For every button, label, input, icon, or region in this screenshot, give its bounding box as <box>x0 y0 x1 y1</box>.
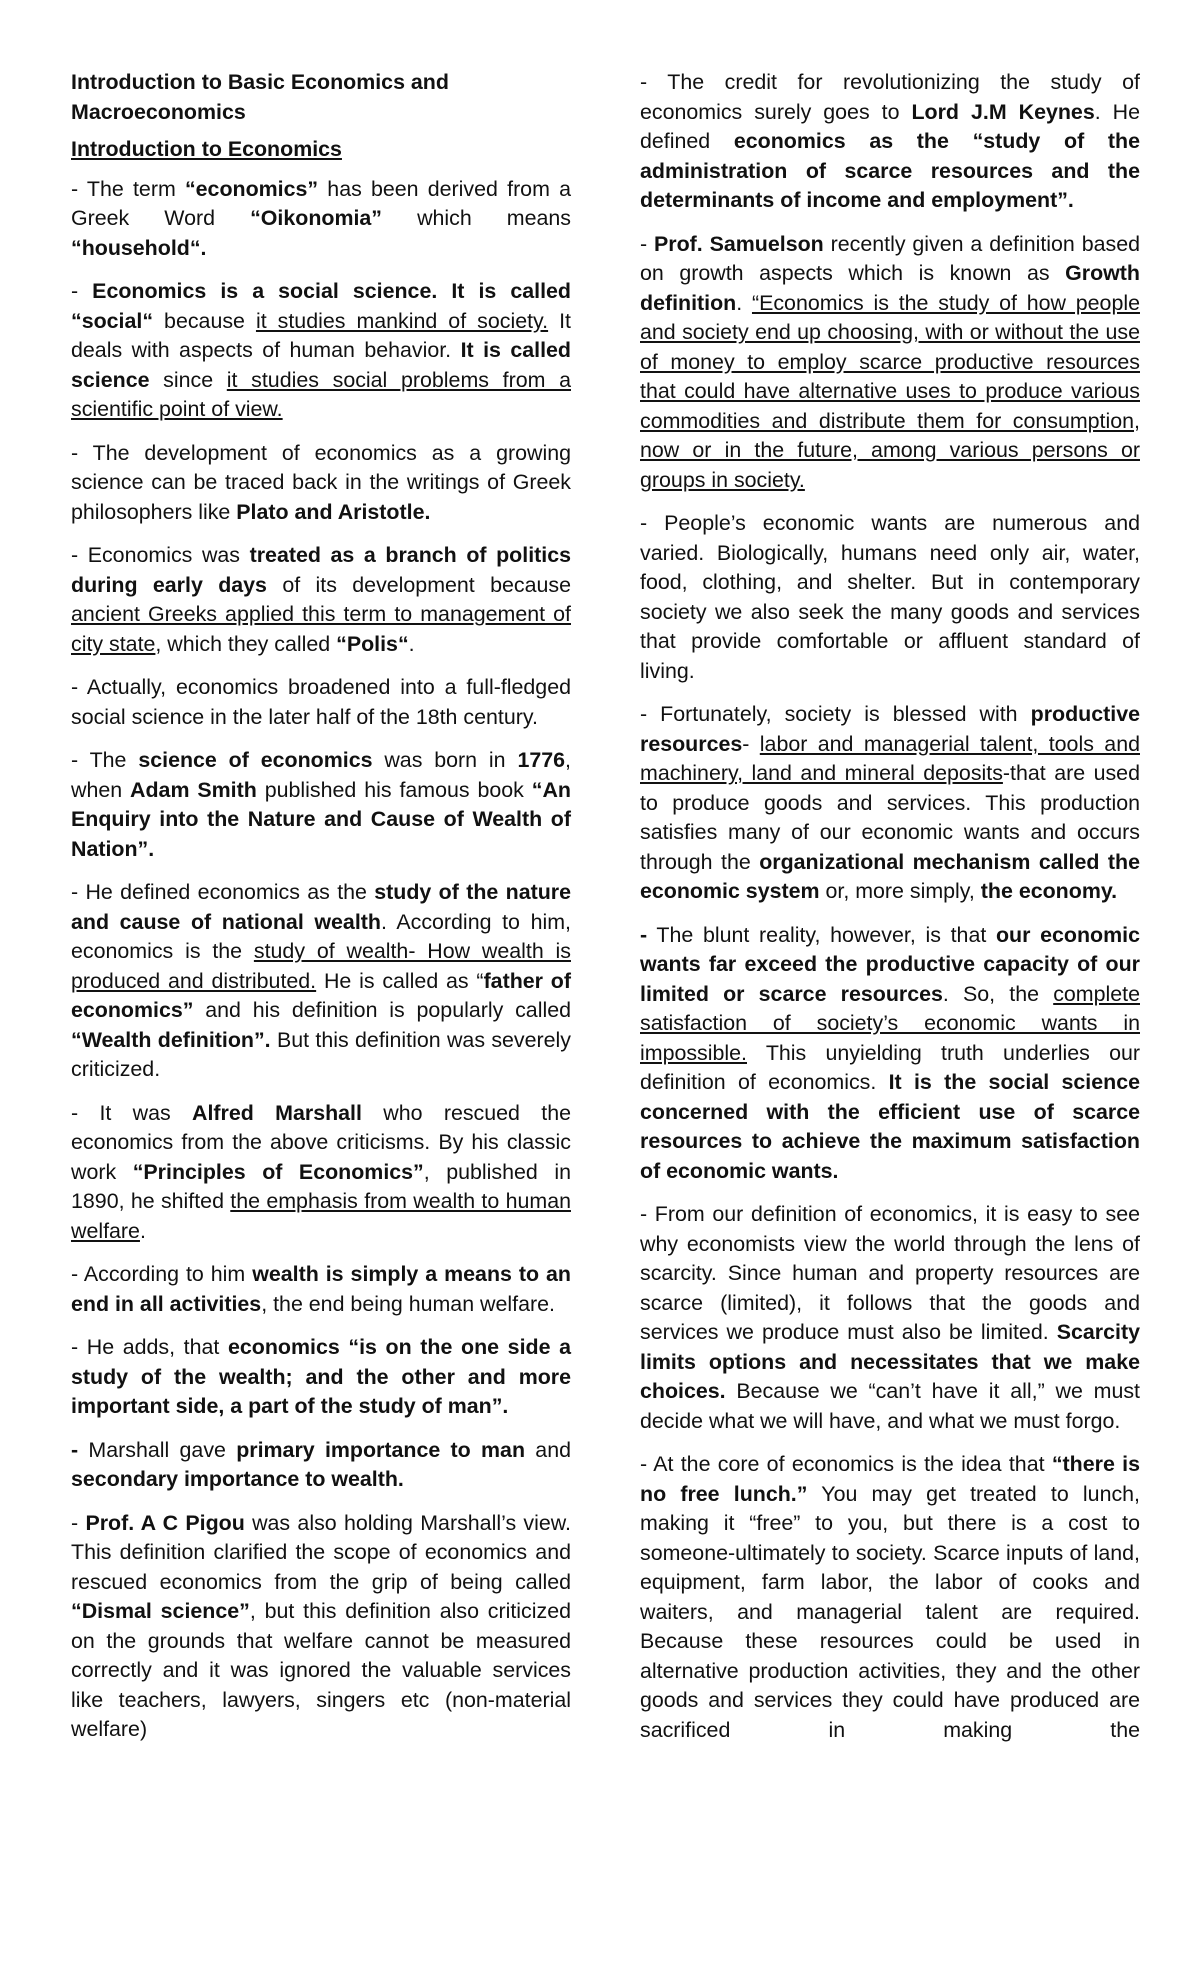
underlined-text: it studies mankind of society. <box>255 308 549 333</box>
text-run: - At the core of economics is the idea that <box>640 1452 1052 1476</box>
bold-text: - <box>640 922 648 947</box>
text-run: But this definition was severely criticized. <box>71 1027 571 1081</box>
bold-text: science of economics <box>138 748 373 772</box>
text-run: has been derived from a Greek Word <box>71 176 571 230</box>
text-run: - <box>71 279 93 303</box>
paragraph <box>71 1509 571 1745</box>
bold-text: It is called science <box>71 338 571 392</box>
right-column <box>640 68 1140 1759</box>
bold-text: Scarcity limits options and necessitates that we make choices. <box>640 1320 1140 1403</box>
text-run: who rescued the economics from the above criticisms. By his classic work <box>71 1100 572 1184</box>
paragraph <box>71 439 571 528</box>
text-run: , the end being human welfare. <box>261 1291 555 1316</box>
text-run: - <box>640 231 655 256</box>
text-run: , which they called <box>155 631 337 656</box>
text-run: - It was <box>71 1100 193 1125</box>
text-run: - He adds, that <box>71 1335 228 1359</box>
bold-text: father of economics” <box>71 968 571 1022</box>
text-run: The blunt reality, however, is that <box>647 922 996 947</box>
bold-text: “An Enquiry into the Nature and Cause of Wealth of Nation”. <box>71 777 571 861</box>
bold-text: “Wealth definition”. <box>71 1027 271 1052</box>
text-run: , published in 1890, he shifted <box>71 1159 572 1213</box>
paragraph <box>71 1099 571 1247</box>
text-run: which means <box>382 206 572 230</box>
bold-text: “there is no free lunch.” <box>640 1452 1140 1506</box>
bold-text: study of the nature and cause of national wealth <box>71 880 572 934</box>
bold-text: “Oikonomia” <box>250 206 383 230</box>
bold-text: Growth definition <box>640 261 1140 315</box>
text-run: - The development of economics as a growing science can be traced back in the writings of Greek philosophers like <box>71 440 571 524</box>
text-run: -that are used to produce goods and services. This production satisfies many of our economic wants and occurs through the <box>640 761 1140 874</box>
text-run: - People’s economic wants are numerous and varied. Biologically, humans need only air, water, food, clothing, and shelter. But in contemporary society we also seek the many goods and services that provide comfortable or affluent standard of living. <box>640 511 1140 683</box>
underlined-text: “Economics is the study of how people and society end up choosing, with or without the use of money to employ scarce productive resources that could have alternative uses to produce various commodities and distribute them for consumption, now or in the future, among various persons or groups in society. <box>640 290 1140 492</box>
text-run: - Actually, economics broadened into a full-fledged social science in the later half of the 18th century. <box>71 675 571 729</box>
bold-text: “household“. <box>71 235 207 260</box>
bold-text: secondary importance to wealth. <box>71 1467 404 1491</box>
text-run: of its development because <box>266 572 571 597</box>
underlined-text: the emphasis from wealth to human welfare <box>71 1189 571 1243</box>
bold-text: economics as the “study of the administration of scarce resources and the determinants of income and employment”. <box>640 129 1140 212</box>
paragraph <box>640 230 1140 496</box>
bold-text: Alfred Marshall <box>192 1100 362 1125</box>
paragraph <box>640 700 1140 907</box>
bold-text: primary importance to man <box>236 1437 526 1462</box>
text-run: , when <box>71 748 571 802</box>
paragraph <box>71 1260 571 1319</box>
paragraph <box>71 878 571 1085</box>
text-run: and <box>525 1437 571 1462</box>
text-run: and his definition is popularly called <box>193 998 571 1022</box>
text-run: You may get treated to lunch, making it “free” to you, but there is a cost to someone-ultimately to society. Scarce inputs of land, equipment, farm labor, the labor of cooks and waiters, and managerial talent are required. Because these resources could be used in alternative production activities, they and the other goods and services they could have produced are sacrificed in making the <box>640 1481 1141 1742</box>
bold-text: Adam Smith <box>130 777 257 802</box>
text-run: - From our definition of economics, it is easy to see why economists view the world through the lens of scarcity. Since human and property resources are scarce (limited), it follows that the goods and services we produce must also be limited. <box>640 1202 1140 1344</box>
paragraph <box>640 1450 1140 1745</box>
paragraph <box>71 175 571 264</box>
left-column <box>71 68 571 1759</box>
paragraph <box>71 277 571 425</box>
text-run: . He defined <box>640 99 1140 153</box>
document-title: Introduction to Basic Economics and Macroeconomics <box>71 70 449 124</box>
text-run: because <box>153 308 256 333</box>
bold-text: wealth is simply a means to an end in all activities <box>71 1262 571 1316</box>
bold-text: 1776 <box>517 748 566 772</box>
text-run: - <box>71 1510 86 1535</box>
text-run: Marshall gave <box>78 1437 237 1462</box>
paragraph <box>71 673 571 732</box>
bold-text: “Polis“ <box>336 631 409 656</box>
paragraph <box>71 746 571 864</box>
underlined-text: ancient Greeks applied this term to management of city state <box>71 602 571 656</box>
text-run: - <box>742 731 760 756</box>
text-run: was also holding Marshall’s view. This definition clarified the scope of economics and rescued economics from the grip of being called <box>71 1510 571 1594</box>
section-heading: Introduction to Economics <box>71 137 342 161</box>
bold-text: treated as a branch of politics during early days <box>71 543 571 597</box>
bold-text: - <box>71 1437 79 1462</box>
text-run: - Economics was <box>71 543 250 567</box>
text-run: . According to him, economics is the <box>71 909 571 963</box>
text-run: . <box>408 631 415 656</box>
underlined-text: complete satisfaction of society’s economic wants in impossible. <box>640 981 1140 1065</box>
text-run: , but this definition also criticized on the grounds that welfare cannot be measured correctly and it was ignored the valuable services like teachers, lawyers, singers etc (non-material welfare) <box>71 1599 571 1741</box>
right-paragraphs <box>640 68 1140 1745</box>
bold-text: “Principles of Economics” <box>132 1159 424 1184</box>
text-run: - The term <box>71 176 185 201</box>
text-run: published his famous book <box>256 777 532 802</box>
bold-text: our economic wants far exceed the productive capacity of our limited or scarce resources <box>640 922 1140 1006</box>
text-run: . So, the <box>942 981 1054 1006</box>
bold-text: It is the social science concerned with the efficient use of scarce resources to achieve the maximum satisfaction of economic wants. <box>640 1070 1140 1183</box>
text-run: . <box>139 1218 146 1243</box>
left-paragraphs <box>71 175 571 1745</box>
paragraph <box>71 541 571 659</box>
text-run: recently given a definition based on growth aspects which is known as <box>640 231 1140 285</box>
text-run: - The <box>71 748 139 772</box>
paragraph <box>640 68 1140 216</box>
bold-text: organizational mechanism called the economic system <box>640 849 1140 903</box>
paragraph <box>71 1436 571 1495</box>
text-run: He is called as “ <box>316 968 484 993</box>
bold-text: “Dismal science” <box>71 1599 250 1623</box>
text-run: - The credit for revolutionizing the study of economics surely goes to <box>640 70 1140 124</box>
bold-text: Lord J.M Keynes <box>911 99 1095 124</box>
text-run: This unyielding truth underlies our definition of economics. <box>640 1040 1140 1094</box>
text-run: - According to him <box>71 1262 253 1286</box>
paragraph <box>640 509 1140 686</box>
bold-text: economics “is on the one side a study of the wealth; and the other and more important side, a part of the study of man”. <box>71 1335 572 1418</box>
text-run: was born in <box>372 748 518 772</box>
bold-text: Plato and Aristotle. <box>236 499 431 524</box>
paragraph <box>640 921 1140 1187</box>
text-run: It deals with aspects of human behavior. <box>71 308 571 362</box>
bold-text: “economics” <box>184 176 319 201</box>
bold-text: productive resources <box>640 702 1140 756</box>
underlined-text: study of wealth- How wealth is produced and distributed. <box>71 939 571 993</box>
text-run: . <box>736 290 752 315</box>
text-run: or, more simply, <box>819 879 981 903</box>
paragraph <box>71 1333 571 1422</box>
underlined-text: it studies social problems from a scientific point of view. <box>71 367 571 421</box>
text-run: - He defined economics as the <box>71 880 375 904</box>
text-run: Because we “can’t have it all,” we must decide what we will have, and what we must forgo. <box>640 1379 1140 1433</box>
paragraph <box>640 1200 1140 1436</box>
bold-text: Prof. Samuelson <box>654 231 824 256</box>
text-run: since <box>149 367 227 392</box>
underlined-text: labor and managerial talent, tools and machinery, land and mineral deposits <box>640 731 1140 785</box>
text-run: - Fortunately, society is blessed with <box>640 702 1031 726</box>
bold-text: Prof. A C Pigou <box>85 1510 245 1535</box>
bold-text: Economics is a social science. It is called “social“ <box>71 279 571 333</box>
bold-text: the economy. <box>980 879 1118 903</box>
